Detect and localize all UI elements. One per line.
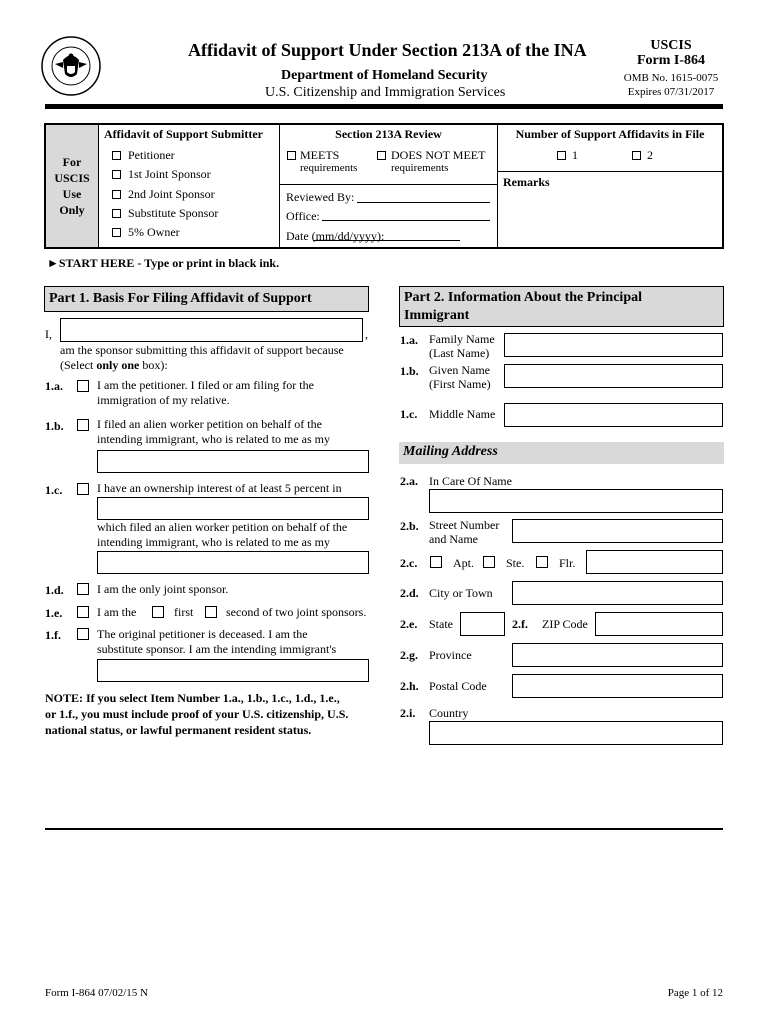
meets-sub: requirements — [300, 162, 358, 174]
part2-title: Part 2. Information About the Principal Immigrant — [404, 290, 642, 323]
part1-note: NOTE: If you select Item Number 1.a., 1.b., 1.c., 1.d., 1.e., or 1.f., you must include proof of your U.S. citizenship, U.S. national status, or lawful permanent resident status. — [45, 691, 349, 737]
header-rule — [45, 104, 723, 109]
item-1e-text-b: first — [174, 605, 194, 619]
flr-checkbox[interactable] — [536, 556, 548, 568]
item-1e-text-a: I am the — [97, 605, 137, 619]
box-divider — [498, 171, 722, 172]
mailing-address-title: Mailing Address — [403, 444, 498, 459]
date-label: Date (mm/dd/yyyy): — [286, 229, 385, 243]
item-1e-first-checkbox[interactable] — [152, 606, 164, 618]
mailing-address-header — [399, 442, 724, 464]
apt-checkbox[interactable] — [430, 556, 442, 568]
in-care-of-label: In Care Of Name — [429, 474, 512, 488]
uscis-side-label: For USCIS Use Only — [54, 155, 90, 217]
zip-label: ZIP Code — [542, 617, 588, 631]
count-option-2[interactable]: 2 — [632, 148, 672, 164]
part1-header — [44, 286, 369, 312]
remarks-label: Remarks — [503, 175, 550, 189]
item-1e-second-checkbox[interactable] — [205, 606, 217, 618]
apt-label: Apt. — [453, 556, 474, 570]
province-label: Province — [429, 648, 472, 662]
part1-intro-line1: am the sponsor submitting this affidavit of support because — [60, 343, 344, 357]
submitter-option-5pct-owner[interactable]: 5% Owner — [112, 225, 252, 241]
p2-1c-number: 1.c. — [400, 407, 418, 421]
country-label: Country — [429, 706, 469, 720]
item-1c-number: 1.c. — [45, 483, 63, 497]
postal-code-label: Postal Code — [429, 679, 487, 693]
box-divider — [279, 125, 280, 247]
submitter-title: Affidavit of Support Submitter — [104, 127, 264, 141]
submitter-option-substitute[interactable]: Substitute Sponsor — [112, 206, 252, 222]
sponsor-comma: , — [365, 327, 368, 341]
form-number: Form I-864 — [636, 53, 706, 68]
meets-checkbox[interactable] — [287, 151, 296, 160]
count-option-1[interactable]: 1 — [557, 148, 597, 164]
office-label: Office: — [286, 209, 320, 223]
p2-2f-number: 2.f. — [512, 617, 528, 631]
agency-abbr: USCIS — [650, 38, 692, 53]
item-1a-checkbox[interactable] — [77, 380, 89, 392]
p2-2i-number: 2.i. — [400, 706, 416, 720]
department-name: Department of Homeland Security — [281, 68, 488, 83]
part1-intro-line2: (Select only one box): — [60, 358, 168, 372]
country-field[interactable] — [429, 721, 723, 745]
p2-1b-number: 1.b. — [400, 364, 419, 378]
footer-rule — [45, 828, 723, 830]
sponsor-i-label: I, — [45, 327, 52, 341]
p2-2e-number: 2.e. — [400, 617, 418, 631]
p2-2c-number: 2.c. — [400, 556, 418, 570]
review-title: Section 213A Review — [335, 127, 442, 141]
part1-title: Part 1. Basis For Filing Affidavit of Support — [49, 291, 312, 306]
footer-form-id: Form I-864 07/02/15 N — [45, 987, 148, 999]
family-name-field[interactable] — [504, 333, 723, 357]
submitter-option-1st-joint[interactable]: 1st Joint Sponsor — [112, 167, 252, 183]
does-not-meet-checkbox[interactable] — [377, 151, 386, 160]
middle-name-label: Middle Name — [429, 407, 496, 421]
part2-header — [399, 286, 724, 327]
given-name-label: Given Name (First Name) — [429, 363, 491, 391]
ste-label: Ste. — [506, 556, 525, 570]
omb-number: OMB No. 1615-0075 — [623, 72, 719, 84]
item-1b-checkbox[interactable] — [77, 419, 89, 431]
box-divider — [497, 125, 498, 247]
postal-code-field[interactable] — [512, 674, 723, 698]
item-1e-text-c: second of two joint sponsors. — [226, 605, 367, 619]
expiration-date: Expires 07/31/2017 — [627, 86, 715, 98]
item-1c-relationship-field[interactable] — [97, 551, 369, 574]
reviewed-by-line[interactable] — [357, 202, 490, 203]
item-1f-number: 1.f. — [45, 628, 61, 642]
submitter-option-petitioner[interactable]: Petitioner — [112, 148, 252, 164]
box-divider — [280, 184, 497, 185]
p2-2h-number: 2.h. — [400, 679, 419, 693]
family-name-label: Family Name (Last Name) — [429, 332, 495, 360]
p2-2g-number: 2.g. — [400, 648, 418, 662]
item-1c-checkbox[interactable] — [77, 483, 89, 495]
given-name-field[interactable] — [504, 364, 723, 388]
item-1c-text-cont: which filed an alien worker petition on behalf of the intending immigrant, who is related to me as my — [97, 520, 348, 549]
unit-number-field[interactable] — [586, 550, 723, 574]
street-label: Street Number and Name — [429, 518, 500, 546]
footer-page-number: Page 1 of 12 — [667, 987, 723, 999]
p2-1a-number: 1.a. — [400, 333, 418, 347]
submitter-option-2nd-joint[interactable]: 2nd Joint Sponsor — [112, 187, 252, 203]
item-1c-text: I have an ownership interest of at least 5 percent in — [97, 481, 342, 495]
reviewed-by-label: Reviewed By: — [286, 190, 355, 204]
state-label: State — [429, 617, 453, 631]
form-title: Affidavit of Support Under Section 213A of the INA — [188, 40, 587, 60]
date-line[interactable] — [313, 240, 460, 241]
middle-name-field[interactable] — [504, 403, 723, 427]
office-line[interactable] — [322, 220, 490, 221]
sponsor-name-field[interactable] — [60, 318, 363, 342]
state-field[interactable] — [460, 612, 505, 636]
item-1d-text: I am the only joint sponsor. — [97, 582, 229, 596]
p2-2a-number: 2.a. — [400, 474, 418, 488]
ste-checkbox[interactable] — [483, 556, 495, 568]
item-1f-text: The original petitioner is deceased. I am the substitute sponsor. I am the intending immigrant's — [97, 627, 337, 656]
province-field[interactable] — [512, 643, 723, 667]
item-1c-company-field[interactable] — [97, 497, 369, 520]
zip-field[interactable] — [595, 612, 723, 636]
in-care-of-field[interactable] — [429, 489, 723, 513]
dhs-seal — [41, 36, 101, 96]
count-title: Number of Support Affidavits in File — [515, 127, 705, 141]
p2-2d-number: 2.d. — [400, 586, 419, 600]
start-here-instruction: ►START HERE - Type or print in black ink. — [47, 256, 280, 270]
does-not-meet-sub: requirements — [391, 162, 449, 174]
does-not-meet-label: DOES NOT MEET — [391, 148, 486, 162]
meets-label: MEETS — [300, 148, 340, 162]
item-1b-relationship-field[interactable] — [97, 450, 369, 473]
street-field[interactable] — [512, 519, 723, 543]
item-1f-relationship-field[interactable] — [97, 659, 369, 682]
agency-name: U.S. Citizenship and Immigration Services — [265, 85, 506, 100]
city-field[interactable] — [512, 581, 723, 605]
p2-2b-number: 2.b. — [400, 519, 419, 533]
item-1e-number: 1.e. — [45, 606, 63, 620]
item-1d-checkbox[interactable] — [77, 583, 89, 595]
item-1f-checkbox[interactable] — [77, 628, 89, 640]
item-1d-number: 1.d. — [45, 583, 64, 597]
item-1a-text: I am the petitioner. I filed or am filing for the immigration of my relative. — [97, 378, 314, 407]
city-label: City or Town — [429, 586, 493, 600]
flr-label: Flr. — [559, 556, 576, 570]
item-1a-number: 1.a. — [45, 379, 63, 393]
item-1b-text: I filed an alien worker petition on behalf of the intending immigrant, who is related to me as my — [97, 417, 330, 446]
item-1e-checkbox[interactable] — [77, 606, 89, 618]
item-1b-number: 1.b. — [45, 419, 64, 433]
